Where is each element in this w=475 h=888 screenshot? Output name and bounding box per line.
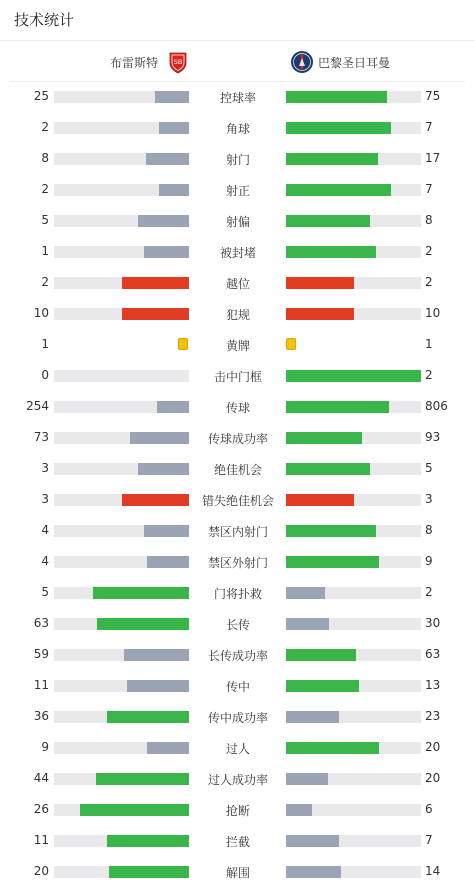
home-bar-track [54,215,189,227]
away-stat-value: 7 [425,833,433,847]
home-stat-value: 59 [33,647,49,661]
stat-label: 禁区内射门 [207,525,268,539]
away-bar-track [286,153,421,165]
home-stat-value: 4 [41,523,49,537]
away-stat-value: 2 [425,585,433,599]
stat-row [0,267,475,298]
stat-label: 禁区外射门 [207,556,268,570]
stat-row [0,391,475,422]
stat-row [0,484,475,515]
home-stat-value: 2 [41,120,49,134]
home-bar-track [54,525,189,537]
away-stat-value: 6 [425,802,433,816]
stat-label: 犯规 [225,308,250,322]
away-bar-track [286,773,421,785]
home-bar-track [54,587,189,599]
away-stat-value: 14 [425,864,441,878]
stat-label: 传球成功率 [207,432,268,446]
away-bar-fill [286,835,339,847]
away-bar-track [286,587,421,599]
away-bar-fill [286,122,391,134]
away-bar-track [286,525,421,537]
away-stat-value: 2 [425,244,433,258]
home-stat-value: 73 [33,430,49,444]
home-bar-track [54,556,189,568]
home-yellow-card-icon [178,338,188,350]
home-team[interactable] [110,49,190,75]
stat-row [0,329,475,360]
home-bar-fill [130,432,189,444]
away-bar-track [286,122,421,134]
stat-label: 黄牌 [225,339,250,353]
stat-row [0,577,475,608]
home-stat-value: 25 [33,89,49,103]
stat-row [0,546,475,577]
home-bar-track [54,184,189,196]
home-bar-track [54,122,189,134]
home-crest-text: SB [173,58,183,66]
stat-row [0,608,475,639]
home-stat-value: 5 [41,585,49,599]
away-bar-fill [286,401,389,413]
away-bar-fill [286,866,341,878]
away-bar-fill [286,246,376,258]
away-stat-value: 7 [425,182,433,196]
home-bar-track [54,742,189,754]
home-bar-track [54,618,189,630]
home-bar-track [54,649,189,661]
away-bar-track [286,711,421,723]
home-bar-fill [157,401,189,413]
away-stat-value: 5 [425,461,433,475]
stat-row [0,143,475,174]
stat-label: 解围 [225,866,250,880]
away-bar-track [286,215,421,227]
away-bar-track [286,91,421,103]
away-bar-track [286,680,421,692]
home-bar-fill [107,711,189,723]
away-stat-value: 2 [425,368,433,382]
away-bar-fill [286,804,312,816]
home-bar-fill [144,525,189,537]
away-bar-fill [286,432,362,444]
away-stat-value: 3 [425,492,433,506]
home-bar-fill [122,494,190,506]
stat-row [0,298,475,329]
stat-row [0,422,475,453]
home-bar-fill [107,835,189,847]
away-crest-icon [290,50,314,74]
away-stat-value: 9 [425,554,433,568]
away-bar-track [286,246,421,258]
home-bar-fill [96,773,189,785]
home-bar-track [54,680,189,692]
away-team[interactable] [290,49,390,75]
away-stat-value: 7 [425,120,433,134]
stat-label: 绝佳机会 [213,463,262,477]
home-bar-track [54,91,189,103]
stat-label: 射偏 [225,215,250,229]
home-bar-track [54,277,189,289]
home-stat-value: 63 [33,616,49,630]
away-bar-fill [286,308,354,320]
away-stat-value: 23 [425,709,441,723]
home-bar-track [54,804,189,816]
home-bar-track [54,432,189,444]
stat-label: 射门 [225,153,250,167]
away-bar-fill [286,711,339,723]
home-bar-track [54,370,189,382]
stat-row [0,81,475,112]
away-bar-fill [286,91,387,103]
home-stat-value: 0 [41,368,49,382]
stat-row [0,732,475,763]
stat-label: 控球率 [219,91,256,105]
away-stat-value: 75 [425,89,441,103]
away-bar-fill [286,370,421,382]
away-bar-track [286,742,421,754]
stat-label: 击中门框 [213,370,262,384]
stat-label: 门将扑救 [213,587,262,601]
stat-label: 过人成功率 [207,773,268,787]
home-stat-value: 11 [33,678,49,692]
home-stat-value: 2 [41,182,49,196]
away-bar-fill [286,680,359,692]
home-bar-fill [147,742,189,754]
stat-row [0,515,475,546]
away-stat-value: 93 [425,430,441,444]
stat-row [0,453,475,484]
away-bar-track [286,835,421,847]
stat-row [0,205,475,236]
stat-label: 角球 [225,122,250,136]
stat-label: 拦截 [225,835,250,849]
home-bar-fill [159,122,189,134]
home-bar-fill [147,556,189,568]
home-stat-value: 4 [41,554,49,568]
away-stat-value: 8 [425,213,433,227]
stat-label: 越位 [225,277,250,291]
away-bar-track [286,401,421,413]
home-bar-track [54,308,189,320]
stat-label: 传中 [225,680,250,694]
home-stat-value: 3 [41,492,49,506]
stat-row [0,639,475,670]
stat-label: 射正 [225,184,250,198]
away-team-name: 巴黎圣日耳曼 [318,55,391,70]
away-stat-value: 20 [425,771,441,785]
home-bar-track [54,246,189,258]
home-bar-fill [122,308,190,320]
stat-label: 过人 [225,742,250,756]
away-bar-fill [286,184,391,196]
home-stat-value: 26 [33,802,49,816]
away-bar-track [286,308,421,320]
home-bar-track [54,711,189,723]
teams-header [10,41,465,82]
stat-row [0,360,475,391]
stat-row [0,763,475,794]
stat-row [0,670,475,701]
away-bar-fill [286,649,356,661]
away-bar-track [286,649,421,661]
away-bar-track [286,463,421,475]
home-bar-fill [127,680,189,692]
home-stat-value: 5 [41,213,49,227]
stat-row [0,856,475,887]
home-stat-value: 2 [41,275,49,289]
page-title: 技术统计 [0,0,475,41]
home-bar-fill [109,866,189,878]
stat-row [0,174,475,205]
away-bar-fill [286,742,379,754]
away-bar-fill [286,525,376,537]
stat-row [0,236,475,267]
home-stat-value: 3 [41,461,49,475]
home-stat-value: 1 [41,244,49,258]
home-bar-track [54,835,189,847]
away-bar-track [286,432,421,444]
away-bar-track [286,370,421,382]
home-bar-fill [124,649,189,661]
home-bar-track [54,773,189,785]
home-stat-value: 1 [41,337,49,351]
home-bar-fill [80,804,189,816]
away-bar-track [286,184,421,196]
away-stat-value: 17 [425,151,441,165]
home-bar-fill [159,184,189,196]
stat-label: 长传成功率 [207,649,268,663]
away-stat-value: 30 [425,616,441,630]
away-bar-track [286,804,421,816]
home-bar-fill [146,153,189,165]
home-bar-track [54,866,189,878]
home-bar-fill [138,463,189,475]
home-bar-fill [144,246,189,258]
home-stat-value: 11 [33,833,49,847]
home-bar-track [54,494,189,506]
away-bar-fill [286,494,354,506]
away-bar-fill [286,773,328,785]
stat-row [0,701,475,732]
stat-label: 错失绝佳机会 [201,494,274,508]
home-bar-fill [122,277,190,289]
away-bar-fill [286,215,370,227]
away-stat-value: 1 [425,337,433,351]
away-stat-value: 13 [425,678,441,692]
home-stat-value: 254 [26,399,49,413]
away-yellow-card-icon [286,338,296,350]
home-stat-value: 10 [33,306,49,320]
home-bar-track [54,153,189,165]
away-bar-track [286,494,421,506]
away-bar-fill [286,463,370,475]
home-bar-fill [155,91,189,103]
home-bar-fill [138,215,189,227]
away-stat-value: 10 [425,306,441,320]
stat-row [0,112,475,143]
away-bar-track [286,866,421,878]
home-stat-value: 20 [33,864,49,878]
stats-list [0,81,475,887]
stat-label: 被封堵 [219,246,256,260]
away-stat-value: 2 [425,275,433,289]
away-bar-track [286,277,421,289]
home-stat-value: 36 [33,709,49,723]
home-crest-icon [166,50,190,74]
away-bar-fill [286,587,325,599]
stat-label: 传中成功率 [207,711,268,725]
away-stat-value: 806 [425,399,448,413]
home-team-name: 布雷斯特 [109,55,158,70]
home-bar-fill [93,587,189,599]
away-bar-fill [286,618,329,630]
stat-row [0,794,475,825]
stat-label: 抢断 [225,804,250,818]
away-stat-value: 63 [425,647,441,661]
away-bar-track [286,618,421,630]
stat-label: 传球 [225,401,250,415]
away-stat-value: 20 [425,740,441,754]
away-bar-fill [286,277,354,289]
away-bar-fill [286,556,379,568]
away-bar-track [286,556,421,568]
home-stat-value: 9 [41,740,49,754]
away-stat-value: 8 [425,523,433,537]
home-bar-fill [97,618,189,630]
home-stat-value: 8 [41,151,49,165]
stat-row [0,825,475,856]
home-bar-track [54,401,189,413]
stat-label: 长传 [225,618,250,632]
away-bar-fill [286,153,378,165]
home-bar-track [54,463,189,475]
home-stat-value: 44 [33,771,49,785]
